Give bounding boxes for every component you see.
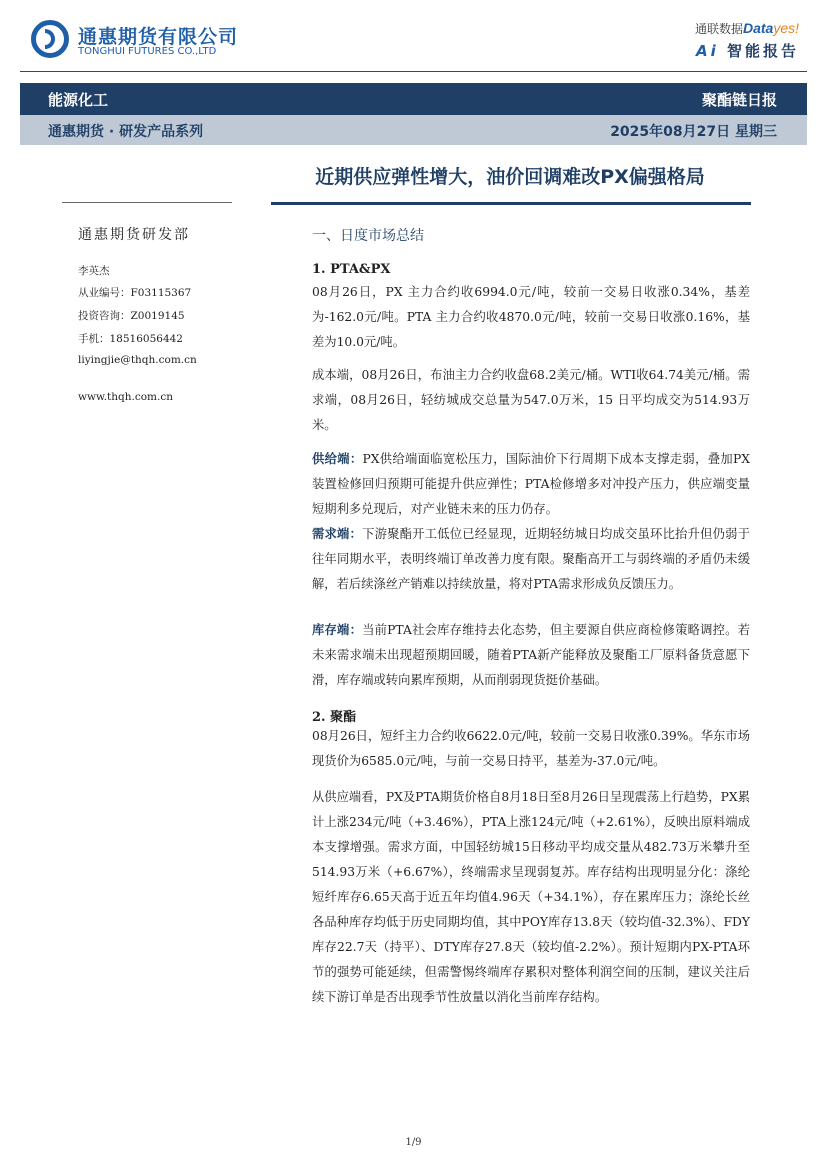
website-link[interactable]: www.thqh.com.cn <box>78 391 173 403</box>
page-number: 1/9 <box>405 1137 422 1148</box>
series-label: 通惠期货 · 研发产品系列 <box>48 124 204 140</box>
inventory-text: 当前PTA社会库存维持去化态势，但主要源自供应商检修策略调控。若未来需求端未出现超预期回暖，随着PTA新产能释放及聚酯工厂原料备货意愿下滑，库存端或转向累库预期，从而削弱现货挺价基础。 <box>312 623 750 687</box>
supply-label: 供给端： <box>312 451 363 466</box>
phone-number: 手机：18516056442 <box>78 333 183 345</box>
sidebar-divider <box>62 202 232 203</box>
paragraph-supply <box>312 446 750 522</box>
subheading-polyester: 2. 聚酯 <box>312 710 357 725</box>
ai-report-label <box>696 40 799 61</box>
report-date: 2025年08月27日 星期三 <box>610 124 777 140</box>
supply-text: PX供给端面临宽松压力，国际油价下行周期下成本支撑走弱，叠加PX装置检修回归预期可能提升供应弹性；PTA检修增多对冲投产压力，供应端变量短期利多兑现后，对产业链未来的压力仍存。 <box>312 452 750 516</box>
title-underline <box>271 202 751 205</box>
demand-label: 需求端： <box>312 526 363 541</box>
subheading-pta-px: 1. PTA&PX <box>312 262 391 277</box>
section-heading-summary: 一、日度市场总结 <box>312 228 424 244</box>
research-department: 通惠期货研发部 <box>78 227 190 243</box>
company-name-cn: 通惠期货有限公司 <box>78 26 239 48</box>
partner-logo <box>695 20 799 37</box>
paragraph-demand <box>312 521 750 597</box>
category-label: 能源化工 <box>48 91 109 109</box>
paragraph-staple-fiber: 08月26日，短纤主力合约收6622.0元/吨，较前一交易日收涨0.39%。华东市场现货价为6585.0元/吨，与前一交易日持平，基差为-37.0元/吨。 <box>312 729 750 768</box>
report-type-label: 聚酯链日报 <box>701 91 777 109</box>
report-title: 近期供应弹性增大，油价回调难改PX偏强格局 <box>315 166 705 188</box>
paragraph-inventory <box>312 617 750 693</box>
partner-brand: Data <box>742 20 774 36</box>
partner-prefix: 通联数据 <box>694 22 743 36</box>
partner-suffix: yes! <box>773 20 799 36</box>
demand-text: 下游聚酯开工低位已经显现，近期轻纺城日均成交虽环比抬升但仍弱于往年同期水平，表明终端订单改善力度有限。聚酯高开工与弱终端的矛盾仍未缓解，若后续涤丝产销难以持续放量，将对PTA需求形成负反馈压力。 <box>312 527 750 591</box>
advisory-number: 投资咨询：Z0019145 <box>78 310 185 322</box>
header-divider <box>20 71 807 72</box>
company-logo-icon <box>31 20 69 58</box>
inventory-label: 库存端： <box>312 622 363 637</box>
license-number: 从业编号：F03115367 <box>78 287 192 299</box>
category-band <box>20 83 807 115</box>
ai-label: 智能报告 <box>726 42 799 60</box>
paragraph-cost-demand: 成本端，08月26日，布油主力合约收盘68.2美元/桶。WTI收64.74美元/桶。需求端，08月26日，轻纺城成交总量为547.0万米，15 日平均成交为514.93万米。 <box>312 368 750 432</box>
email-link[interactable]: liyingjie@thqh.com.cn <box>78 354 197 366</box>
paragraph-px-pta-prices: 08月26日，PX 主力合约收6994.0元/吨，较前一交易日收涨0.34%，基差为-162.0元/吨。PTA 主力合约收4870.0元/吨，较前一交易日收涨0.16%，基差为10.0元/吨。 <box>312 285 750 349</box>
ai-prefix: Ai <box>695 42 719 60</box>
paragraph-supply-analysis: 从供应端看，PX及PTA期货价格自8月18日至8月26日呈现震荡上行趋势，PX累计上涨234元/吨（+3.46%），PTA上涨124元/吨（+2.61%），反映出原料端成本支撑增强。需求方面，中国轻纺城15日移动平均成交量从482.73万米攀升至514.93万米（+6.67%），终端需求呈现弱复苏。库存结构出现明显分化：涤纶短纤库存6.65天高于近五年均值4.96天（+34.1%），存在累库压力；涤纶长丝各品种库存均低于历史同期均值，其中POY库存13.8天（较均值-32.3%）、FDY库存22.7天（持平）、DTY库存27.8天（较均值-2.2%）。预计短期内PX-PTA环节的强势可能延续，但需警惕终端库存累积对整体利润空间的压制，建议关注后续下游订单是否出现季节性放量以消化当前库存结构。 <box>312 790 750 1004</box>
author-name: 李英杰 <box>78 265 110 277</box>
company-name-en: TONGHUI FUTURES CO.,LTD <box>78 46 217 57</box>
